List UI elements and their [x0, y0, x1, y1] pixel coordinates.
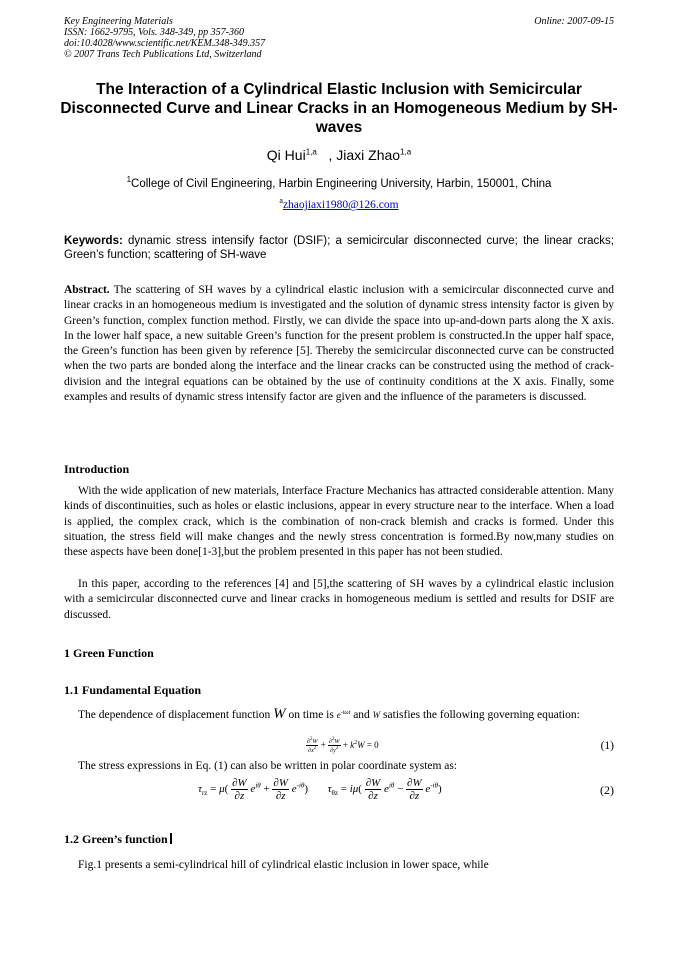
journal-header — [64, 16, 265, 60]
subsection-1-2-heading: 1.2 Green’s function — [64, 832, 172, 846]
author-2-affil-mark: 1,a — [400, 147, 412, 157]
intro-paragraph-2: In this paper, according to the references [4] and [5],the scattering of SH waves by a cylindrical elastic inclusion with a semicircular disconnected curve and linear cracks in homogeneous medium is settled and results for DSIF are discussed. — [64, 578, 614, 621]
author-1-affil-mark: 1,a — [305, 147, 317, 157]
equation-1-number: (1) — [600, 740, 614, 752]
doi-line: doi:10.4028/www.scientific.net/KEM.348-349.357 — [64, 38, 266, 49]
affiliation-mark: 1 — [126, 175, 132, 185]
journal-name: Key Engineering Materials — [64, 16, 173, 27]
introduction-heading: Introduction — [64, 462, 130, 476]
subsection-1-1-heading: 1.1 Fundamental Equation — [64, 683, 202, 697]
section-1-heading: 1 Green Function — [64, 646, 154, 660]
author-separator: , — [328, 147, 337, 163]
author-line — [60, 146, 618, 164]
abstract — [64, 283, 614, 405]
copyright-line: © 2007 Trans Tech Publications Ltd, Switzerland — [64, 49, 262, 60]
w-symbol: W — [273, 706, 286, 722]
equation-1: $\frac{\partial^2W}{\partial x^2}$ + $\frac{\partial^2W}{\partial y^2}$ + $k^2W = 0$ — [307, 737, 379, 754]
greens-function-paragraph: Fig.1 presents a semi-cylindrical hill of cylindrical elastic inclusion in lower space, while — [78, 859, 489, 871]
fundamental-eq-paragraph: The dependence of displacement function W on time is $e^{-i\omega t}$ and W satisfies the following governing equation: — [78, 706, 580, 722]
stress-expression-paragraph: The stress expressions in Eq. (1) can also be written in polar coordinate system as: — [78, 760, 458, 772]
email-mark: a — [279, 196, 283, 206]
paper-title: The Interaction of a Cylindrical Elastic Inclusion with Semicircular Disconnected Curve and Linear Cracks in an Homogeneous Medium by SH-waves — [60, 81, 618, 136]
equation-2-number: (2) — [600, 783, 614, 797]
online-date: Online: 2007-09-15 — [534, 16, 614, 27]
text-cursor-mark — [170, 833, 172, 844]
email-line — [60, 198, 618, 212]
keywords-text: dynamic stress intensify factor (DSIF); a semicircular disconnected curve; the linear cracks; Green’s function; scattering of SH-wave — [64, 235, 614, 261]
intro-paragraph-1: With the wide application of new materials, Interface Fracture Mechanics has attracted considerable attention. Many kinds of discontinuities, such as holes or elastic inclusions, appear in every structure near to the interface. When a load is applied, the complex crack, which is the combination of non-crack blemish and cracks is formed. Under this situation, the stress field will make changes and the newly stress concentration is formed.By now,many studies on these aspects have been done[1-3],but the problem presented in this paper has not been studied. — [64, 485, 614, 559]
email-link[interactable]: zhaojiaxi1980@126.com — [282, 199, 399, 211]
abstract-text: The scattering of SH waves by a cylindrical elastic inclusion with a semicircular disconnected curve and linear cracks in an homogeneous medium is investigated and the solution of dynamic stress intensity factor is given by Green’s function, complex function method. Firstly, we can divide the space into up-and-down parts along the X axis. In the lower half space, a new suitable Green’s function for the present problem is constructed.In the upper half space, the Green’s function has been given by reference [5]. Thereby the semicircular disconnected curve can be constructed when the two parts are bonded along the interface and the linear cracks can be constructed using the method of crack-division and the integral equations can be obtained by the use of continuity conditions at the X axis. Finally, some examples and results of dynamic stress intensify factor are given and the influence of the parameters is discussed. — [64, 284, 614, 404]
keywords-label: Keywords: — [64, 235, 123, 247]
time-factor: $e^{-i\omega t}$ — [336, 710, 351, 720]
affiliation-text: College of Civil Engineering, Harbin Engineering University, Harbin, 150001, China — [131, 178, 552, 190]
author-2-name: Jiaxi Zhao — [336, 147, 401, 163]
abstract-label: Abstract. — [64, 284, 110, 296]
equation-2: $\tau_{rz} = \mu$( $\frac{\partial W}{\partial z}$ $e^{i\theta}$ + $\frac{\partial W}{\partial z}$ $e^{-i\theta}$) $\tau_{\theta z} = i\mu$( $\frac{\partial W}{\partial z}$ $e^{i\theta}$ − $\frac{\partial W}{\partial z}$ $e^{-i\theta}$) — [198, 777, 442, 802]
keywords — [64, 234, 614, 262]
author-1-name: Qi Hui — [266, 147, 306, 163]
issn-line: ISSN: 1662-9795, Vols. 348-349, pp 357-360 — [64, 27, 244, 38]
affiliation — [60, 177, 618, 191]
